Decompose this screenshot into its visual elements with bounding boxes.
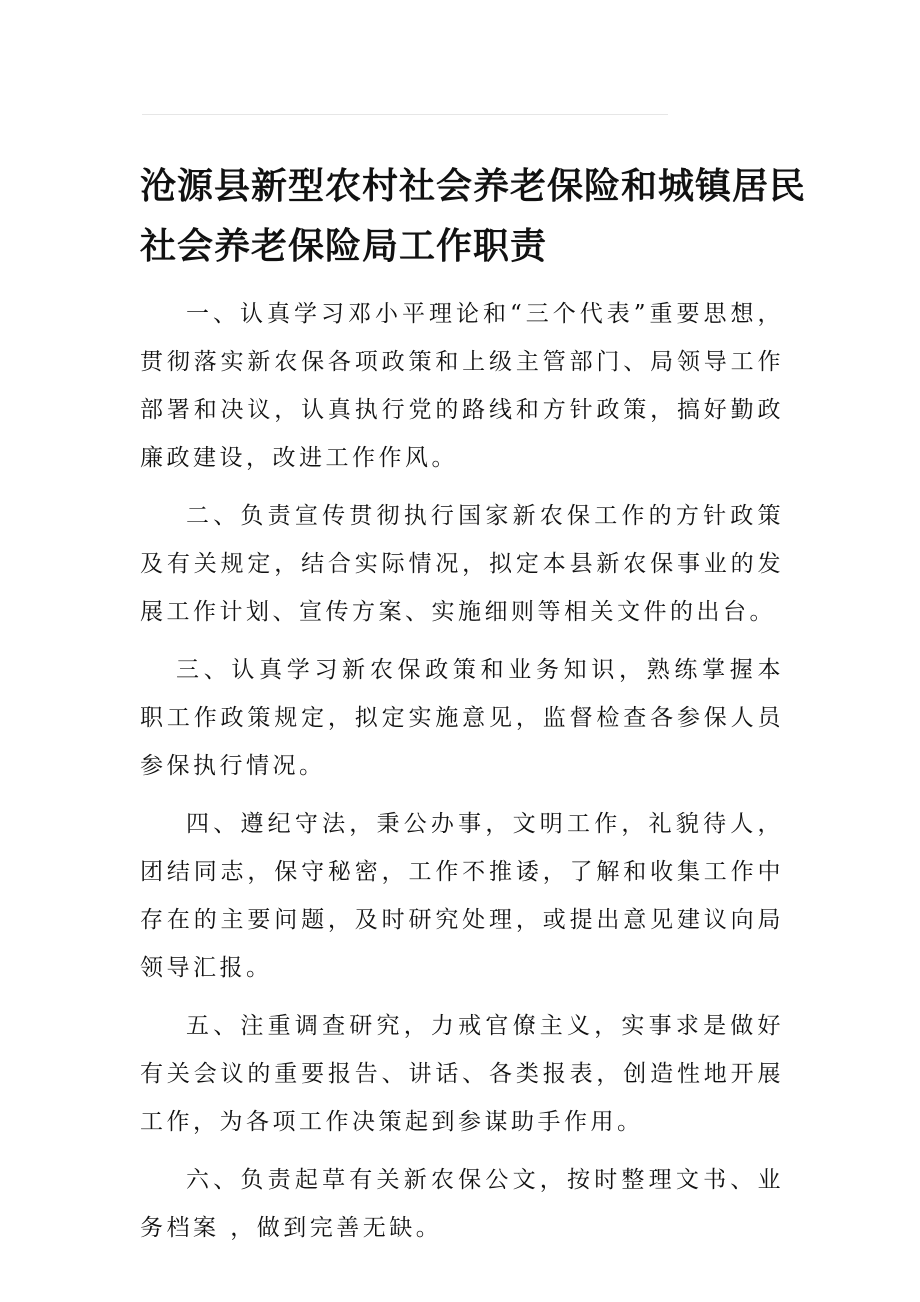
duty-paragraph-3: 三、认真学习新农保政策和业务知识，熟练掌握本职工作政策规定，拟定实施意见，监督检查各参保人员参保执行情况。 [140,657,784,779]
duty-paragraph-2: 二、负责宣传贯彻执行国家新农保工作的方针政策及有关规定，结合实际情况，拟定本县新农保事业的发展工作计划、宣传方案、实施细则等相关文件的出台。 [140,503,784,625]
document-body [140,290,784,1262]
duty-paragraph-1: 一、认真学习邓小平理论和“三个代表”重要思想，贯彻落实新农保各项政策和上级主管部门、局领导工作部署和决议，认真执行党的路线和方针政策，搞好勤政廉政建设，改进工作作风。 [140,301,784,471]
document-title [140,156,807,276]
title-line-2: 社会养老保险局工作职责 [140,225,548,267]
header-rule [142,114,668,115]
duty-paragraph-4: 四、遵纪守法，秉公办事，文明工作，礼貌待人，团结同志，保守秘密，工作不推诿，了解和收集工作中存在的主要问题，及时研究处理，或提出意见建议向局领导汇报。 [140,811,784,981]
title-line-1: 沧源县新型农村社会养老保险和城镇居民 [140,165,807,207]
duty-paragraph-6: 六、负责起草有关新农保公文，按时整理文书、业务档案 ，做到完善无缺。 [140,1167,784,1241]
duty-paragraph-5: 五、注重调查研究，力戒官僚主义，实事求是做好有关会议的重要报告、讲话、各类报表，创造性地开展工作，为各项工作决策起到参谋助手作用。 [140,1013,784,1135]
